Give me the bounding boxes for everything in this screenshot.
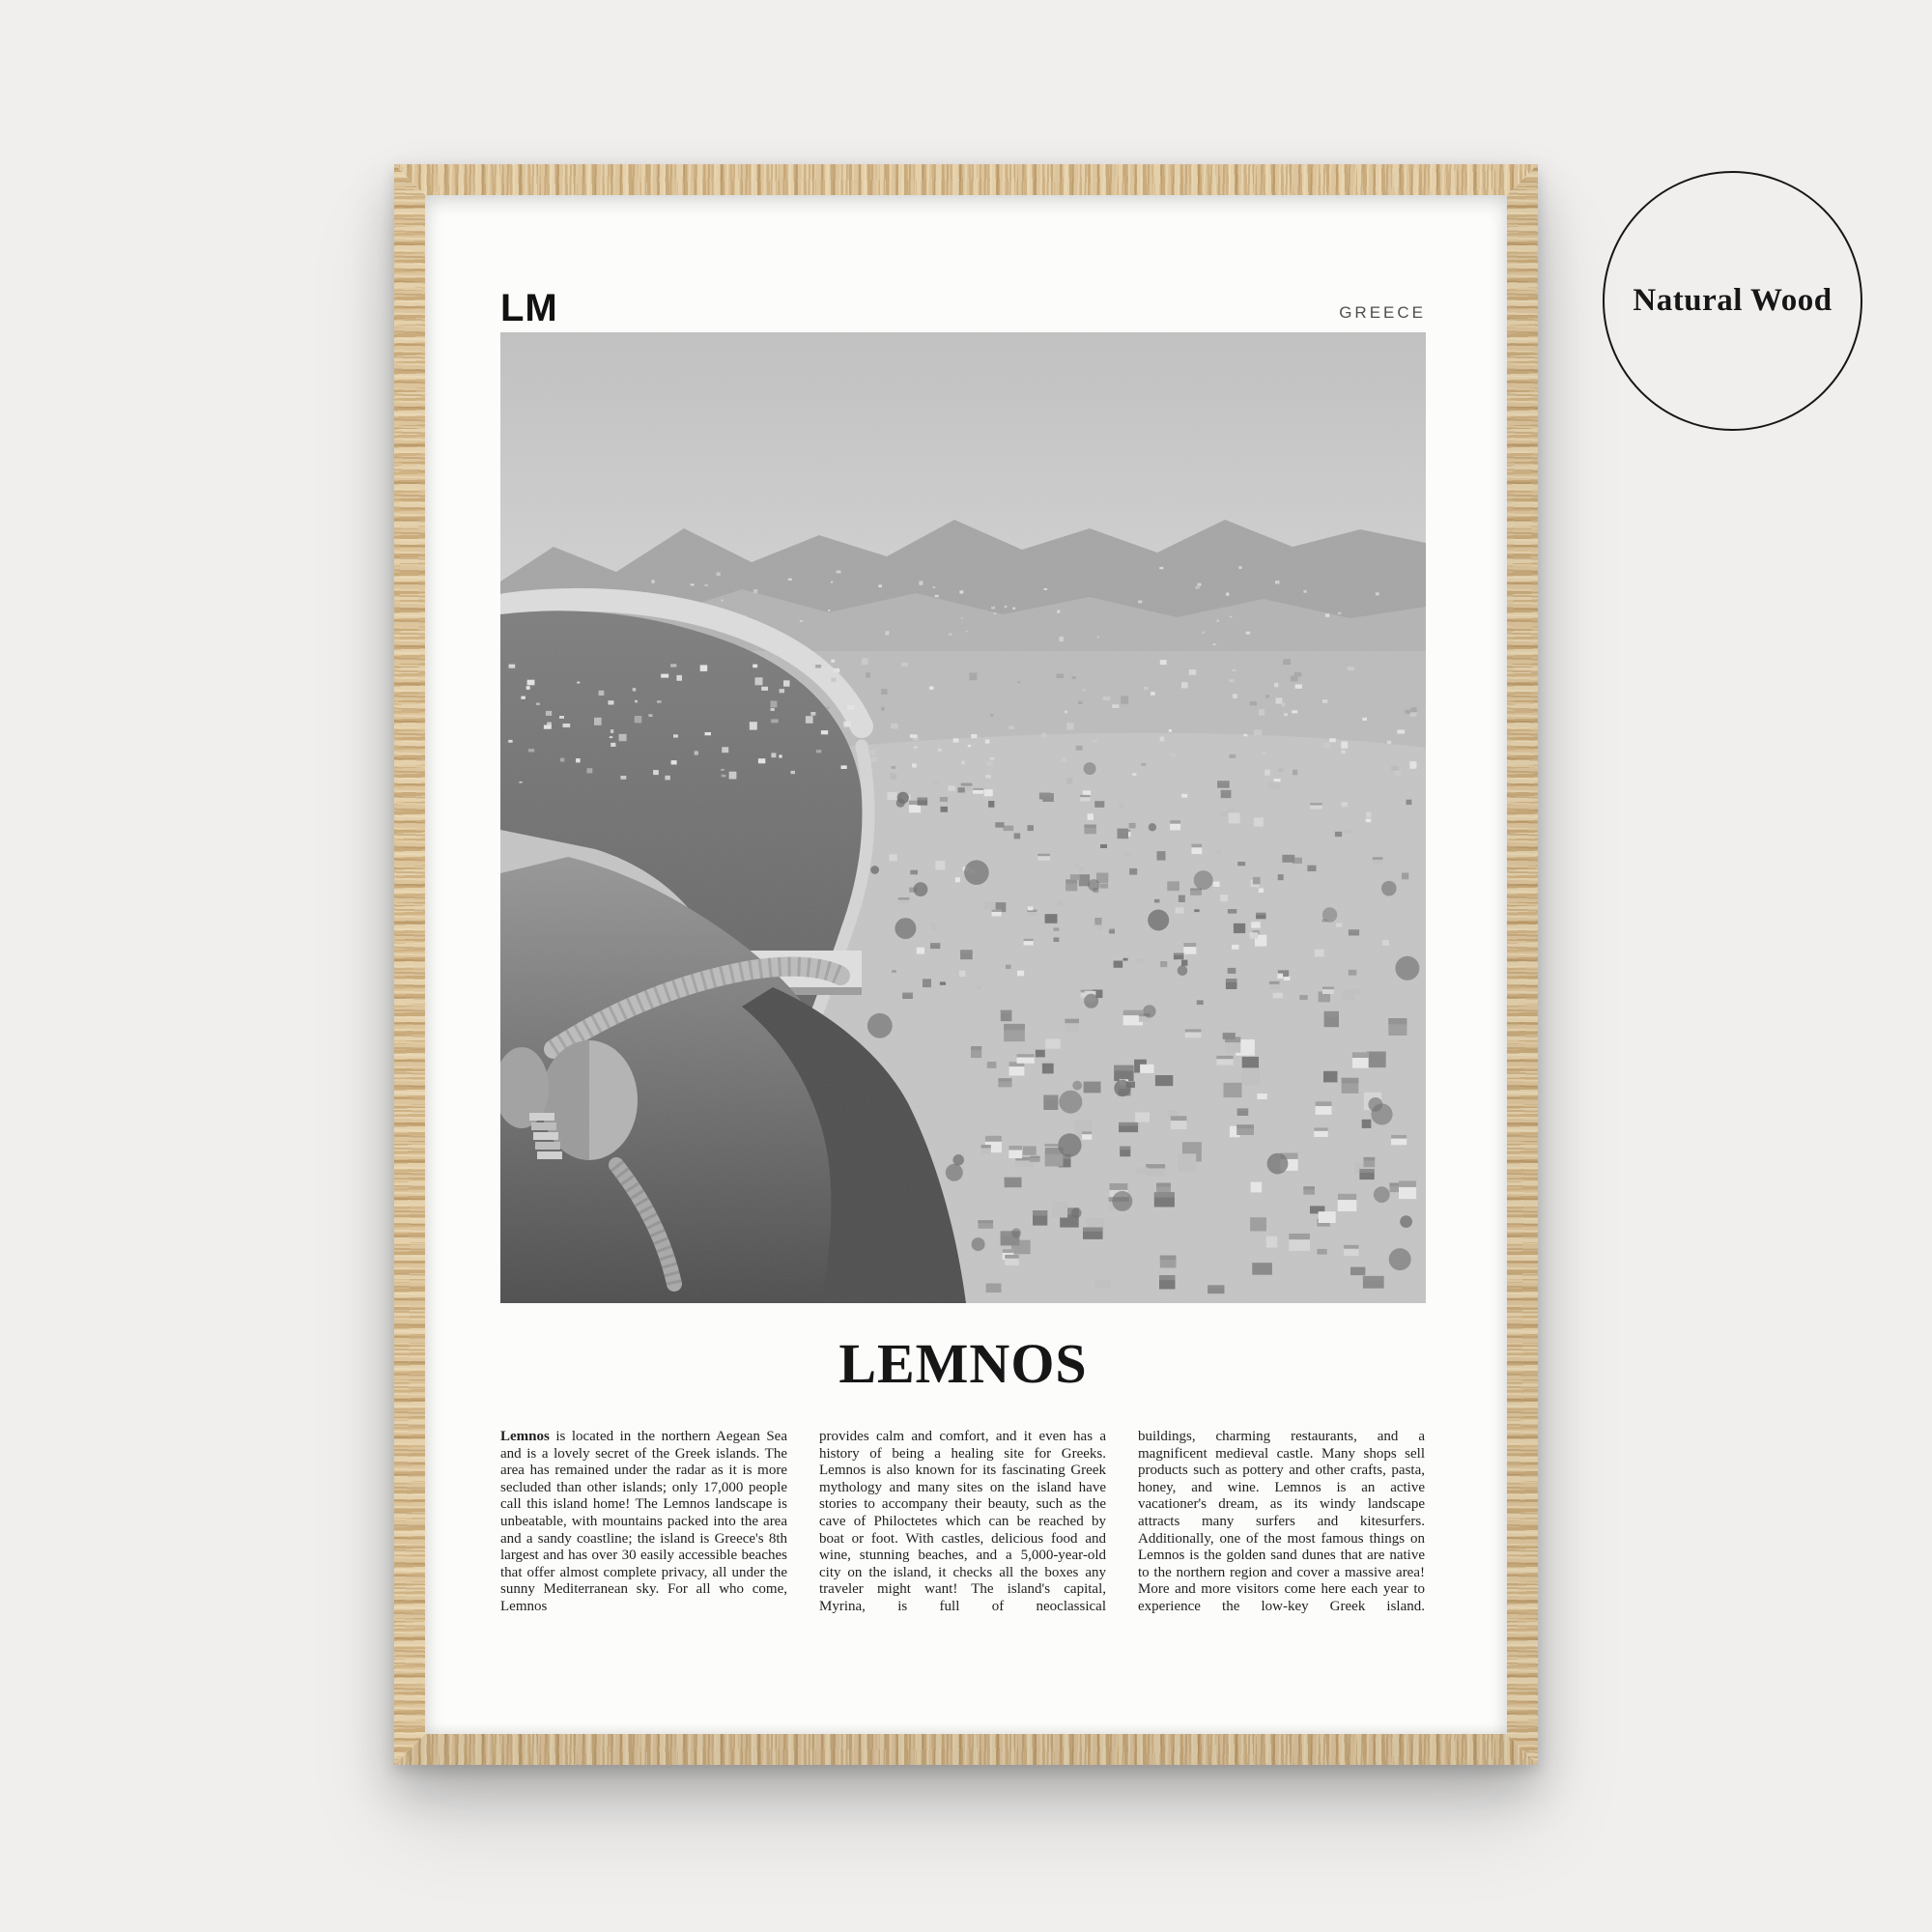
badge-label: Natural Wood (1633, 283, 1833, 318)
lemnos-photo-illustration (500, 332, 1426, 1303)
text-column-1 (500, 1429, 787, 1616)
natural-wood-frame (394, 164, 1538, 1765)
text-column-1-body: is located in the northern Aegean Sea and is a lovely secret of the Greek islands. The area has remained under the radar as it is more secluded than other islands; only 17,000 people call this island home! The Lemnos landscape is unbeatable, with mountains packed into the area and a sandy coastline; the island is Greece's 8th largest and has over 30 easily accessible beaches that offer almost complete privacy, all under the sunny Mediterranean sky. For all who come, Lemnos (500, 1429, 787, 1614)
frame-bar-top (394, 164, 1538, 195)
poster-title: LEMNOS (838, 1332, 1088, 1395)
lemnos-poster (425, 195, 1507, 1734)
text-column-1-lead: Lemnos (500, 1429, 550, 1444)
text-column-3-body: buildings, charming restaurants, and a magnificent medieval castle. Many shops sell products such as pottery and other crafts, pasta, honey, and wine. Lemnos is an active vacationer's dream, as its windy landscape attracts many surfers and kitesurfers. Additionally, one of the most famous things on Lemnos is the golden sand dunes that are native to the northern region and cover a massive area! More and more visitors come here each year to experience the low-key Greek island. (1138, 1429, 1425, 1614)
lemnos-photo (500, 332, 1426, 1303)
frame-bar-right (1507, 164, 1538, 1765)
text-column-2-body: provides calm and comfort, and it even has a history of being a healing site for Greeks. Lemnos is also known for its fascinating Greek mythology and many sites on the island have stories to accompany their beauty, such as the cave of Philoctetes which can be reached by boat or foot. With castles, delicious food and wine, stunning beaches, and a 5,000-year-old city on the island, it checks all the boxes any traveler might want! The island's capital, Myrina, is full of neoclassical (819, 1429, 1106, 1614)
text-column-3 (1138, 1429, 1425, 1616)
frame-bar-left (394, 164, 425, 1765)
frame-bar-bottom (394, 1734, 1538, 1765)
natural-wood-badge (1603, 171, 1862, 431)
photo-grain (500, 332, 1426, 1303)
country-label: GREECE (1339, 303, 1426, 322)
poster-logo: LM (500, 287, 558, 329)
body-text-columns (500, 1414, 1426, 1631)
text-column-2 (819, 1429, 1106, 1616)
